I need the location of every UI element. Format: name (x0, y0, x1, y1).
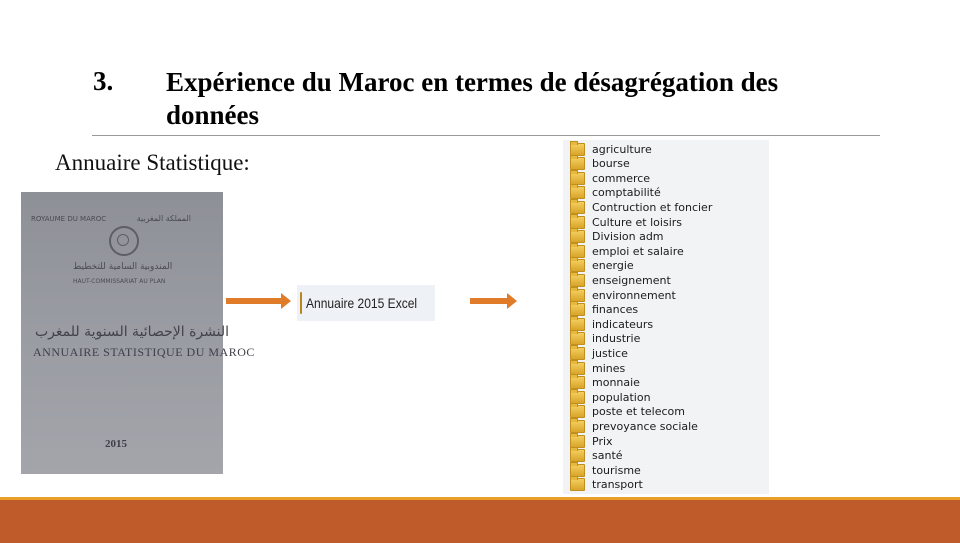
folder-icon (570, 435, 585, 448)
folder-list-item[interactable] (570, 434, 613, 448)
folder-icon (570, 259, 585, 272)
folder-icon (300, 292, 302, 314)
folder-label: Annuaire 2015 Excel (306, 295, 418, 311)
folder-icon (570, 478, 585, 491)
folder-list-label: indicateurs (592, 317, 654, 331)
folder-icon (570, 157, 585, 170)
folder-list-label: Contruction et foncier (592, 200, 713, 214)
folder-icon (570, 172, 585, 185)
folder-list-item[interactable] (570, 171, 650, 185)
folder-list-item[interactable] (570, 449, 623, 463)
folder-list-label: santé (592, 449, 623, 463)
folder-list-item[interactable] (570, 200, 712, 214)
folder-list-label: commerce (592, 171, 651, 185)
cover-french-agency: HAUT-COMMISSARIAT AU PLAN (73, 278, 166, 285)
folder-list-label: poste et telecom (592, 405, 685, 419)
folder-icon (570, 245, 585, 258)
folder-list-label: Prix (592, 434, 613, 448)
folder-list-label: comptabilité (592, 186, 661, 200)
folder-list-item[interactable] (570, 157, 630, 171)
folder-icon (570, 186, 585, 199)
folder-list-item[interactable] (570, 186, 661, 200)
folder-list-label: energie (592, 259, 634, 273)
folder-list (563, 140, 769, 494)
book-cover-image (21, 192, 255, 474)
folder-icon (570, 376, 585, 389)
folder-list-item[interactable] (570, 273, 671, 287)
folder-icon (570, 420, 585, 433)
title-divider (92, 135, 880, 136)
folder-list-label: justice (592, 346, 628, 360)
folder-list-item[interactable] (570, 142, 652, 156)
cover-arabic-agency: المندوبية السامية للتخطيط (73, 262, 173, 272)
folder-list-item[interactable] (570, 346, 628, 360)
folder-icon (570, 216, 585, 229)
folder-list-item[interactable] (570, 390, 651, 404)
cover-year: 2015 (105, 438, 127, 450)
folder-list-label: prevoyance sociale (592, 419, 698, 433)
slide-subtitle: Annuaire Statistique: (55, 150, 250, 175)
folder-icon (570, 143, 585, 156)
folder-list-label: enseignement (592, 273, 671, 287)
cover-arabic-title: النشرة الإحصائية السنوية للمغرب (35, 324, 229, 340)
folder-icon (570, 449, 585, 462)
cover-top-right: المملكة المغربية (136, 214, 191, 223)
folder-list-label: Culture et loisirs (592, 215, 682, 229)
folder-list-label: mines (592, 361, 626, 375)
folder-icon (570, 201, 585, 214)
folder-icon (570, 347, 585, 360)
folder-list-item[interactable] (570, 244, 684, 258)
cover-top-left: ROYAUME DU MAROC (31, 215, 107, 223)
folder-icon (570, 362, 585, 375)
folder-list-item[interactable] (570, 463, 641, 477)
folder-list-label: population (592, 390, 651, 404)
emblem-icon (109, 226, 139, 256)
folder-list-label: bourse (592, 157, 630, 171)
folder-list-item[interactable] (570, 478, 643, 492)
footer-bar (0, 497, 960, 543)
folder-list-label: Division adm (592, 230, 664, 244)
folder-list-item[interactable] (570, 405, 685, 419)
cover-french-title: ANNUAIRE STATISTIQUE DU MAROC (33, 345, 255, 359)
folder-list-item[interactable] (570, 332, 640, 346)
folder-list-item[interactable] (570, 317, 653, 331)
folder-list-label: industrie (592, 332, 641, 346)
folder-icon (570, 274, 585, 287)
slide-title: Expérience du Maroc en termes de désagrégation des données (166, 67, 779, 130)
folder-list-item[interactable] (570, 230, 664, 244)
folder-list-label: monnaie (592, 376, 640, 390)
folder-list-item[interactable] (570, 259, 634, 273)
folder-list-item[interactable] (570, 288, 676, 302)
folder-list-label: environnement (592, 288, 676, 302)
arrow-right-icon (226, 298, 282, 304)
folder-icon (570, 332, 585, 345)
folder-list-item[interactable] (570, 303, 638, 317)
folder-list-item[interactable] (570, 215, 682, 229)
arrow-right-icon (470, 298, 508, 304)
folder-icon (570, 405, 585, 418)
folder-list-label: finances (592, 303, 639, 317)
folder-list-label: emploi et salaire (592, 244, 684, 258)
folder-list-item[interactable] (570, 419, 698, 433)
folder-icon (570, 391, 585, 404)
folder-icon (570, 289, 585, 302)
folder-list-item[interactable] (570, 376, 640, 390)
folder-icon (570, 303, 585, 316)
folder-list-label: tourisme (592, 463, 641, 477)
folder-icon (570, 230, 585, 243)
folder-list-label: transport (592, 478, 643, 492)
folder-list-item[interactable] (570, 361, 625, 375)
excel-folder-item[interactable] (297, 285, 435, 321)
slide-number: 3. (93, 66, 114, 96)
folder-list-label: agriculture (592, 142, 652, 156)
folder-icon (570, 318, 585, 331)
folder-icon (570, 464, 585, 477)
